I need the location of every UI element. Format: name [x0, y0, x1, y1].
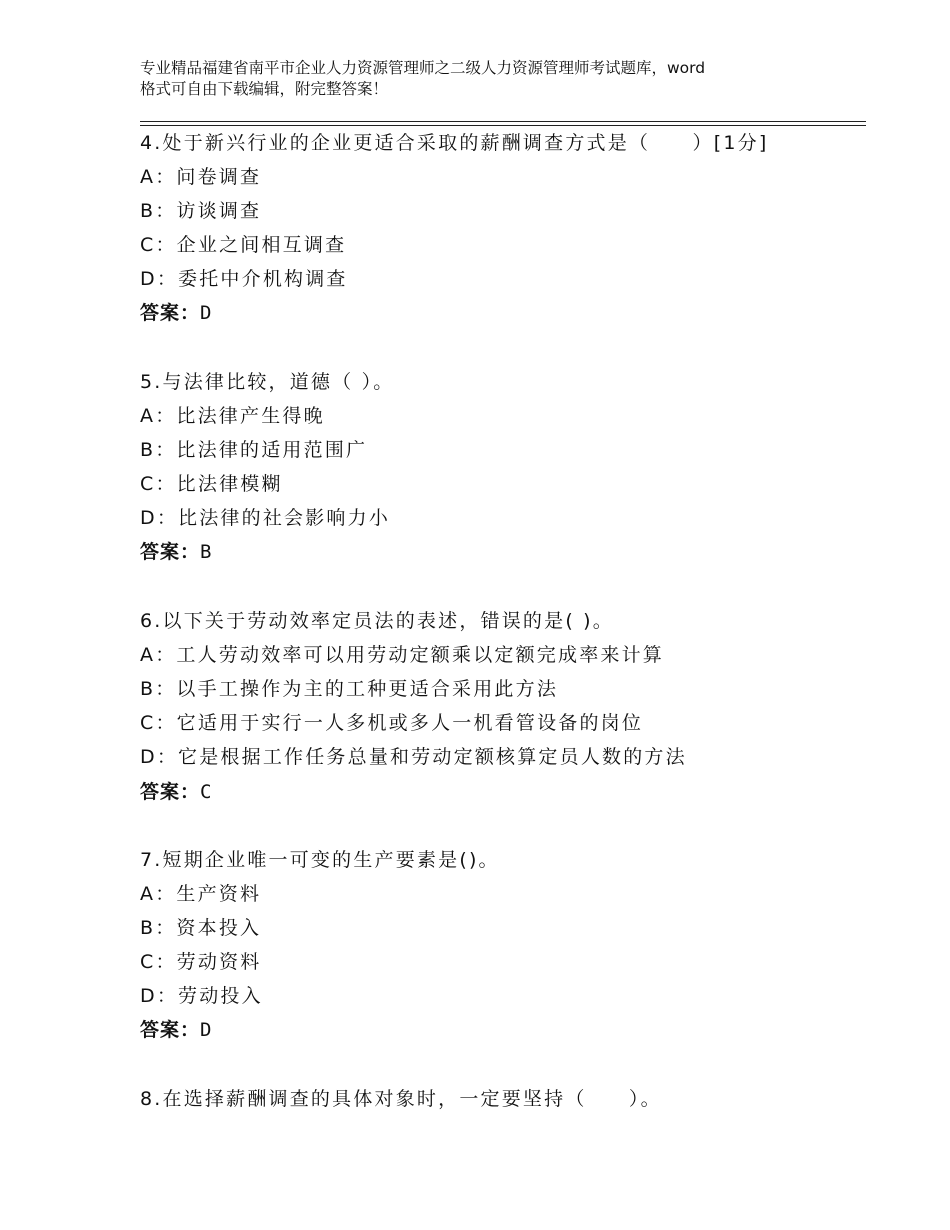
option-a: A：工人劳动效率可以用劳动定额乘以定额完成率来计算: [140, 644, 664, 666]
option-b: B：以手工操作为主的工种更适合采用此方法: [140, 678, 559, 700]
header-line-1: 专业精品福建省南平市企业人力资源管理师之二级人力资源管理师考试题库，word: [140, 59, 706, 77]
header-divider-top: [140, 121, 866, 122]
option-d: D：比法律的社会影响力小: [140, 507, 391, 529]
answer-value: D: [200, 302, 213, 324]
header-line-2: 格式可自由下载编辑，附完整答案！: [140, 80, 389, 98]
answer-value: D: [200, 1019, 213, 1041]
option-a: A：比法律产生得晚: [140, 405, 325, 427]
answer-label: 答案：: [140, 302, 201, 324]
option-d: D：委托中介机构调查: [140, 268, 348, 290]
document-header: [140, 58, 830, 100]
option-d: D：它是根据工作任务总量和劳动定额核算定员人数的方法: [140, 746, 687, 768]
option-a: A：问卷调查: [140, 166, 262, 188]
question-stem: 6.以下关于劳动效率定员法的表述，错误的是( )。: [140, 610, 614, 632]
answer-label: 答案：: [140, 781, 201, 803]
answer-line: [140, 780, 212, 804]
question-stem: 7.短期企业唯一可变的生产要素是()。: [140, 849, 500, 871]
option-c: C：企业之间相互调查: [140, 234, 347, 256]
answer-label: 答案：: [140, 1019, 201, 1041]
question-stem: 5.与法律比较，道德（ ）。: [140, 371, 395, 393]
option-b: B：比法律的适用范围广: [140, 439, 368, 461]
option-c: C：它适用于实行一人多机或多人一机看管设备的岗位: [140, 712, 644, 734]
option-c: C：劳动资料: [140, 951, 262, 973]
answer-value: C: [200, 781, 213, 803]
answer-line: [140, 540, 212, 564]
answer-line: [140, 301, 212, 325]
option-a: A：生产资料: [140, 883, 262, 905]
answer-line: [140, 1018, 212, 1042]
question-stem: 4.处于新兴行业的企业更适合采取的薪酬调查方式是（ ）[1分]: [140, 132, 769, 154]
option-c: C：比法律模糊: [140, 473, 283, 495]
header-divider-bottom: [140, 125, 866, 126]
option-b: B：访谈调查: [140, 200, 262, 222]
answer-value: B: [200, 541, 213, 563]
option-b: B：资本投入: [140, 917, 262, 939]
question-stem: 8.在选择薪酬调查的具体对象时，一定要坚持（ ）。: [140, 1088, 662, 1110]
answer-label: 答案：: [140, 541, 201, 563]
option-d: D：劳动投入: [140, 985, 263, 1007]
